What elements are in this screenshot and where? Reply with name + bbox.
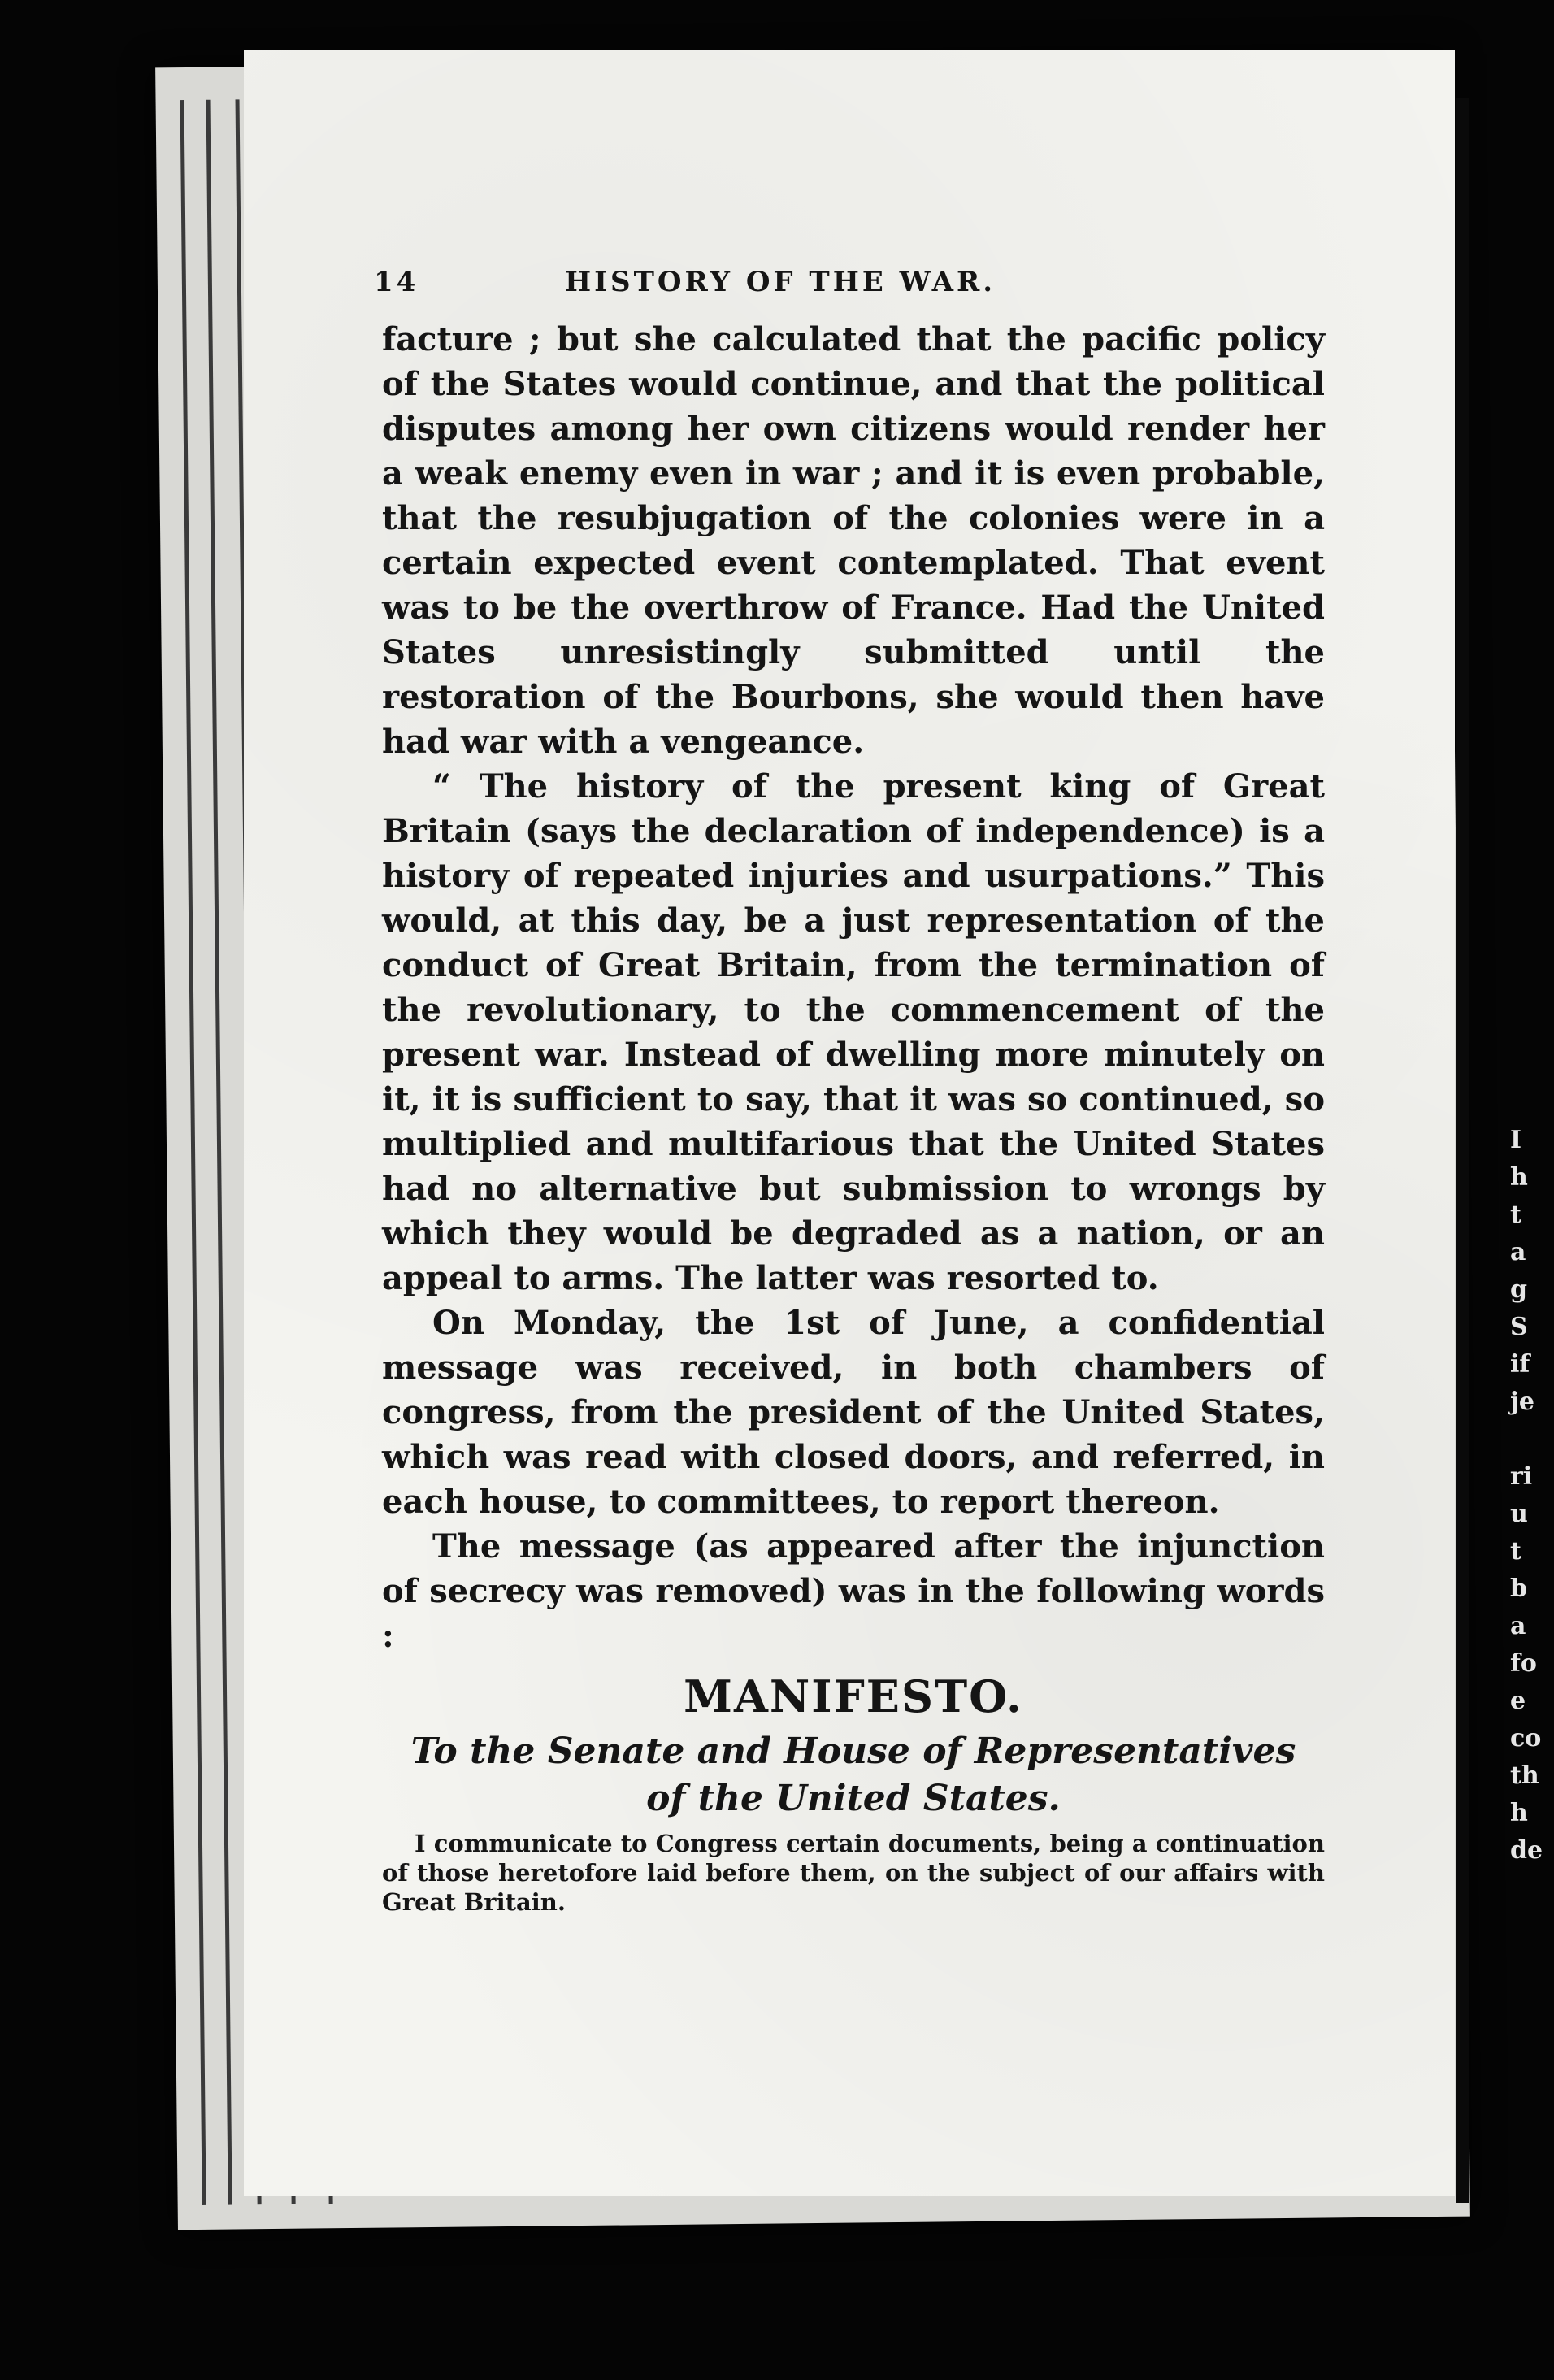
fragment-text: u xyxy=(1510,1500,1528,1528)
page-number: 14 xyxy=(374,266,419,298)
fragment-text: h xyxy=(1510,1799,1528,1827)
running-title: HISTORY OF THE WAR. xyxy=(565,266,996,298)
fragment-text: g xyxy=(1510,1275,1527,1304)
fragment-text: if xyxy=(1510,1350,1530,1379)
paragraph: “ The history of the present king of Great Britain (says the declaration of independence) is a history of repeated injuries and usurpations.” This would, at this day, be a just representation of the conduct of Great Britain, from the termination of the revolutionary, to the commencement of the present war. Instead of dwelling more minutely on it, it is sufficient to say, that it was so continued, so multiplied and multifarious that the United States had no alternative but submission to wrongs by which they would be degraded as a nation, or an appeal to arms. The latter was resorted to. xyxy=(382,767,1325,1297)
page-edge xyxy=(180,100,206,2205)
fragment-text: fo xyxy=(1510,1649,1537,1678)
page-content xyxy=(374,260,1325,1917)
page-edge xyxy=(206,100,232,2205)
fragment-text: S xyxy=(1510,1313,1528,1341)
fragment-text: b xyxy=(1510,1574,1527,1603)
fragment-text: e xyxy=(1510,1687,1526,1715)
fragment-text: co xyxy=(1510,1724,1542,1752)
fragment-text: je xyxy=(1510,1388,1534,1416)
paragraph: facture ; but she calculated that the pacific policy of the States would continue, and that the political disputes among her own citizens would render her a weak enemy even in war ; and it is even probable, that the resubjugation of the colonies were in a certain expected event contemplated. That event was to be the overthrow of France. Had the United States unresistingly submitted until the restoration of the Bourbons, she would then have had war with a vengeance. xyxy=(382,320,1325,761)
fragment-text: a xyxy=(1510,1238,1526,1266)
fragment-text: ri xyxy=(1510,1462,1533,1491)
address-line: To the Senate and House of Representatives of the United States. xyxy=(410,1731,1296,1819)
manifesto-title: MANIFESTO. xyxy=(684,1670,1023,1722)
paragraph: On Monday, the 1st of June, a confidential message was received, in both chambers of congress, from the president of the United States, which was read with closed doors, and referred, in each house, to committees, to report thereon. xyxy=(382,1304,1325,1521)
book-gutter xyxy=(1456,98,1469,2203)
fragment-text xyxy=(1510,1421,1554,1458)
adjacent-page-fragments xyxy=(1510,1122,1554,1870)
fragment-text: th xyxy=(1510,1761,1539,1790)
fragment-text: I xyxy=(1510,1126,1522,1154)
fragment-text: de xyxy=(1510,1836,1543,1865)
fragment-text: t xyxy=(1510,1201,1521,1229)
fragment-text: a xyxy=(1510,1612,1526,1640)
paragraph: The message (as appeared after the injunction of secrecy was removed) was in the following words : xyxy=(382,1527,1325,1655)
fragment-text: t xyxy=(1510,1537,1521,1566)
fragment-text: h xyxy=(1510,1163,1528,1192)
message-opening: I communicate to Congress certain documents, being a continuation of those heretofore laid before them, on the subject of our affairs with Great Britain. xyxy=(382,1830,1325,1916)
page-header xyxy=(374,260,1325,317)
